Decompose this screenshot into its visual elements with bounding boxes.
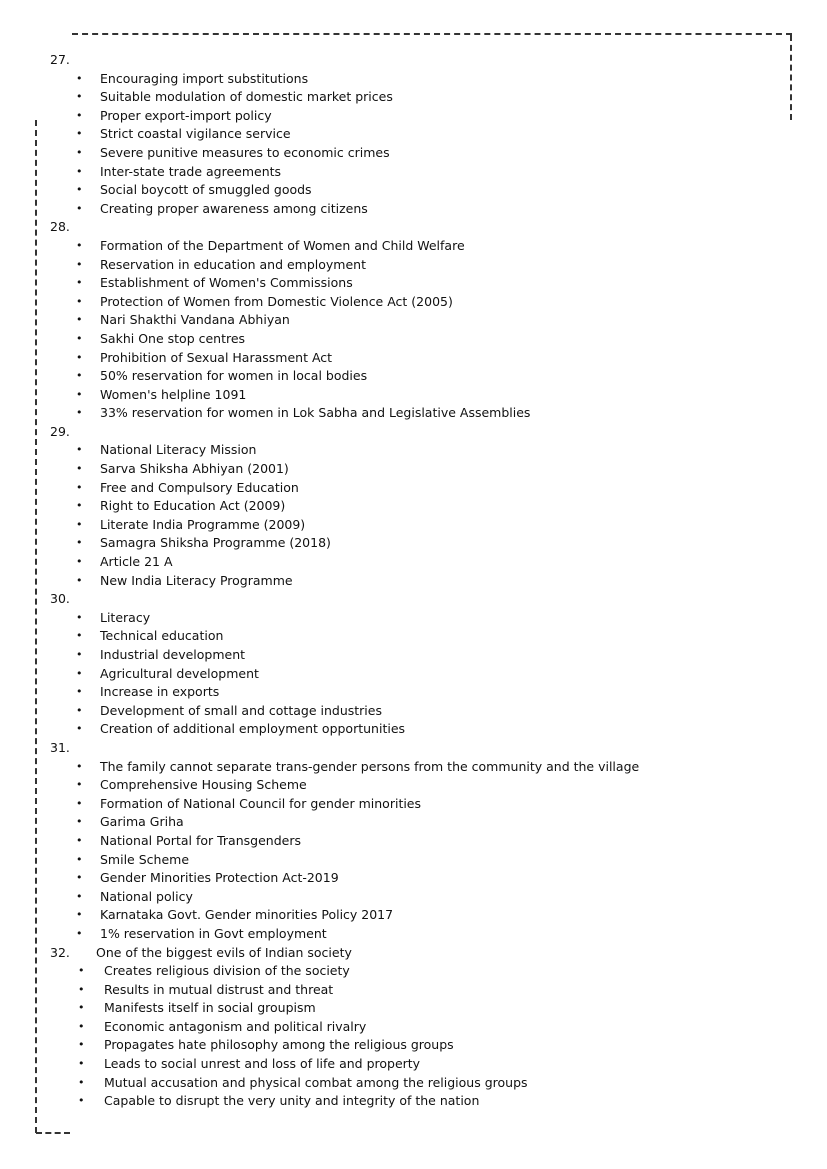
question-number-27 [0,51,827,70]
list-item [0,349,827,368]
list-item-text: Nari Shakthi Vandana Abhiyan [100,312,290,328]
list-item [0,367,827,386]
bullet-icon: • [76,71,83,85]
list-item [0,646,827,665]
list-item [0,683,827,702]
list-item-text: Technical education [100,628,224,644]
bullet-icon: • [76,145,83,159]
bullet-icon: • [76,852,83,866]
list-item-text: Capable to disrupt the very unity and integrity of the nation [104,1093,480,1109]
question-number-label: 31. [50,739,70,755]
bullet-icon: • [76,480,83,494]
bullet-icon: • [76,833,83,847]
list-item [0,795,827,814]
list-item [0,702,827,721]
list-item-text: Increase in exports [100,684,220,700]
list-item [0,906,827,925]
list-item [0,125,827,144]
bullet-icon: • [76,871,83,885]
bullet-icon: • [76,908,83,922]
list-item-text: Proper export-import policy [100,107,272,123]
list-item-text: Severe punitive measures to economic crimes [100,144,390,160]
list-item [0,1074,827,1093]
bullet-list-31 [0,758,827,944]
list-item-text: Women's helpline 1091 [100,386,247,402]
question-number-label: 29. [50,423,70,439]
bullet-icon: • [76,796,83,810]
bullet-icon: • [76,573,83,587]
page-border-top [72,33,792,35]
bullet-icon: • [78,1057,85,1071]
bullet-icon: • [76,257,83,271]
list-item-text: Sakhi One stop centres [100,330,246,346]
list-item [0,758,827,777]
list-item [0,256,827,275]
bullet-icon: • [76,499,83,513]
bullet-icon: • [76,610,83,624]
list-item [0,776,827,795]
list-item-text: Garima Griha [100,814,184,830]
bullet-icon: • [76,238,83,252]
list-item-text: Literacy [100,609,151,625]
bullet-icon: • [76,90,83,104]
list-item-text: Mutual accusation and physical combat among the religious groups [104,1074,528,1090]
list-item-text: Right to Education Act (2009) [100,498,286,514]
bullet-icon: • [76,703,83,717]
list-item [0,107,827,126]
bullet-icon: • [76,666,83,680]
list-item-text: Social boycott of smuggled goods [100,182,312,198]
bullet-icon: • [76,183,83,197]
list-item-text: Encouraging import substitutions [100,70,309,86]
list-item-text: 33% reservation for women in Lok Sabha and Legislative Assemblies [100,405,531,421]
list-item [0,813,827,832]
list-item [0,1018,827,1037]
list-item-text: Karnataka Govt. Gender minorities Policy 2017 [100,907,394,923]
list-item [0,293,827,312]
list-item [0,609,827,628]
list-item-text: Leads to social unrest and loss of life and property [104,1056,421,1072]
bullet-icon: • [76,406,83,420]
bullet-icon: • [78,1075,85,1089]
list-item [0,832,827,851]
list-item [0,479,827,498]
bullet-icon: • [76,164,83,178]
list-item [0,70,827,89]
list-item-text: Establishment of Women's Commissions [100,275,353,291]
bullet-icon: • [76,815,83,829]
list-item [0,497,827,516]
list-item-text: Sarva Shiksha Abhiyan (2001) [100,461,289,477]
question-number-32 [0,944,827,963]
list-item [0,144,827,163]
question-heading: One of the biggest evils of Indian society [96,944,352,960]
list-item [0,200,827,219]
list-item-text: Reservation in education and employment [100,256,366,272]
bullet-icon: • [76,350,83,364]
bullet-icon: • [78,982,85,996]
list-item-text: Gender Minorities Protection Act-2019 [100,870,339,886]
list-item-text: Industrial development [100,647,246,662]
bullet-icon: • [76,778,83,792]
answer-list [0,51,827,1111]
list-item [0,1055,827,1074]
question-number-29 [0,423,827,442]
list-item [0,274,827,293]
list-item [0,516,827,535]
bullet-icon: • [76,369,83,383]
question-number-label: 30. [50,591,70,607]
list-item [0,460,827,479]
question-number-label: 32. [50,944,70,960]
question-number-28 [0,218,827,237]
bullet-list-30 [0,609,827,739]
list-item-text: Development of small and cottage industries [100,702,382,718]
list-item-text: Manifests itself in social groupism [104,1000,316,1016]
list-item [0,572,827,591]
list-item-text: Free and Compulsory Education [100,479,299,495]
list-item-text: National Literacy Mission [100,442,257,458]
list-item-text: Smile Scheme [100,851,190,867]
list-item-text: 1% reservation in Govt employment [100,925,327,941]
bullet-icon: • [76,387,83,401]
list-item-text: Creation of additional employment opportunities [100,721,406,737]
bullet-list-27 [0,70,827,219]
list-item-text: Formation of the Department of Women and Child Welfare [100,237,465,253]
page-border-bottom [36,1132,70,1134]
question-number-30 [0,590,827,609]
list-item-text: Inter-state trade agreements [100,163,282,179]
list-item [0,962,827,981]
list-item-text: Comprehensive Housing Scheme [100,777,307,793]
bullet-icon: • [78,1019,85,1033]
list-item-text: National Portal for Transgenders [100,832,301,848]
bullet-icon: • [76,276,83,290]
list-item [0,851,827,870]
list-item [0,534,827,553]
bullet-icon: • [76,648,83,661]
list-item [0,888,827,907]
bullet-icon: • [78,1001,85,1015]
list-item-text: Creating proper awareness among citizens [100,200,368,216]
list-item [0,1092,827,1111]
bullet-icon: • [76,536,83,550]
list-item [0,163,827,182]
bullet-icon: • [76,443,83,457]
list-item-text: National policy [100,888,193,904]
list-item-text: Creates religious division of the society [104,963,350,979]
bullet-icon: • [78,1038,85,1052]
list-item-text: Literate India Programme (2009) [100,516,306,532]
bullet-icon: • [76,108,83,122]
list-item [0,720,827,739]
bullet-icon: • [76,555,83,569]
question-number-31 [0,739,827,758]
bullet-list-29 [0,441,827,590]
list-item [0,999,827,1018]
list-item [0,627,827,646]
bullet-icon: • [76,685,83,699]
bullet-icon: • [76,629,83,643]
list-item [0,1036,827,1055]
list-item-text: Results in mutual distrust and threat [104,981,334,997]
question-number-label: 27. [50,52,70,67]
list-item-text: Propagates hate philosophy among the religious groups [104,1037,454,1053]
bullet-icon: • [76,462,83,476]
bullet-icon: • [78,964,85,978]
bullet-icon: • [76,889,83,903]
list-item-text: The family cannot separate trans-gender persons from the community and the village [100,758,640,774]
list-item [0,869,827,888]
list-item-text: Prohibition of Sexual Harassment Act [100,349,333,365]
bullet-icon: • [76,926,83,940]
list-item [0,665,827,684]
bullet-icon: • [76,294,83,308]
list-item [0,404,827,423]
list-item [0,181,827,200]
list-item [0,237,827,256]
bullet-icon: • [76,722,83,736]
bullet-list-28 [0,237,827,423]
bullet-icon: • [76,201,83,215]
bullet-icon: • [76,517,83,531]
list-item-text: 50% reservation for women in local bodies [100,368,368,384]
bullet-icon: • [76,313,83,327]
list-item [0,386,827,405]
list-item-text: Economic antagonism and political rivalry [104,1018,367,1034]
list-item [0,553,827,572]
list-item-text: New India Literacy Programme [100,572,293,588]
bullet-icon: • [78,1094,85,1108]
bullet-icon: • [76,127,83,141]
bullet-icon: • [76,331,83,345]
list-item [0,330,827,349]
list-item-text: Formation of National Council for gender minorities [100,795,422,811]
list-item-text: Agricultural development [100,665,259,681]
list-item [0,441,827,460]
list-item [0,311,827,330]
list-item-text: Protection of Women from Domestic Violence Act (2005) [100,293,453,309]
list-item-text: Suitable modulation of domestic market prices [100,89,393,105]
list-item [0,88,827,107]
list-item [0,981,827,1000]
list-item [0,925,827,944]
question-number-label: 28. [50,219,70,235]
bullet-list-32 [0,962,827,1111]
bullet-icon: • [76,759,83,773]
list-item-text: Samagra Shiksha Programme (2018) [100,535,331,551]
list-item-text: Strict coastal vigilance service [100,126,291,142]
list-item-text: Article 21 A [100,554,173,570]
